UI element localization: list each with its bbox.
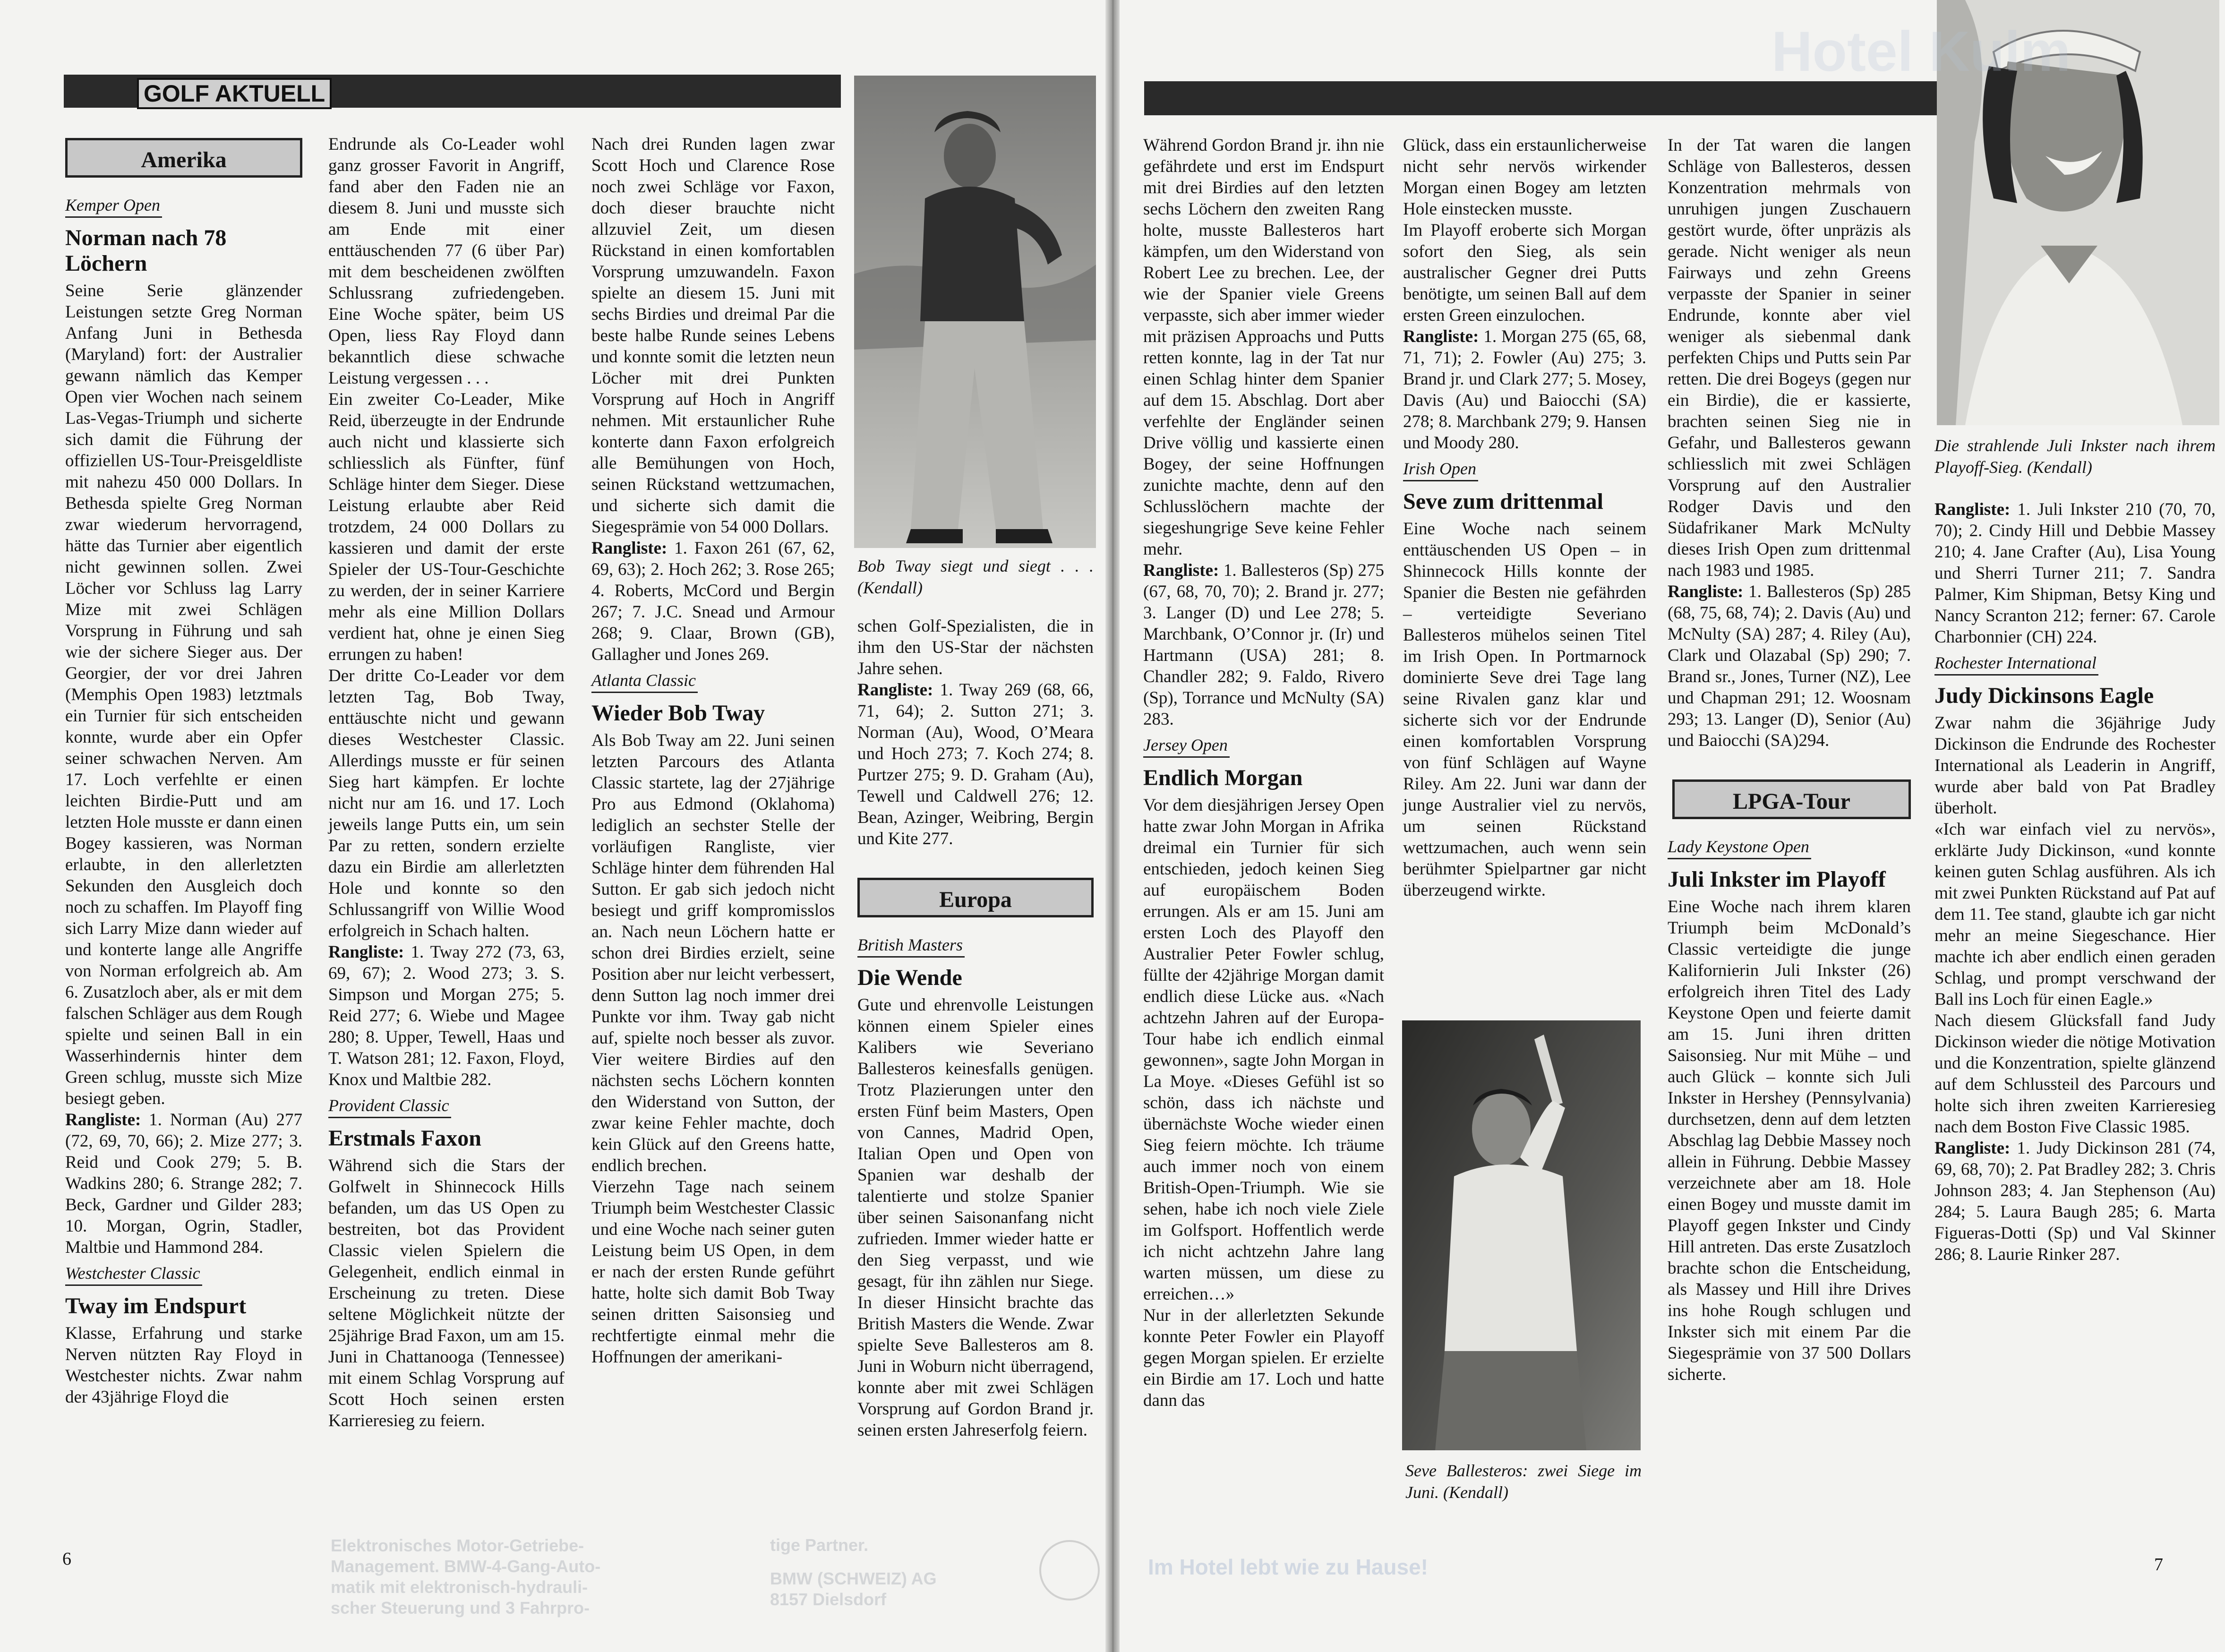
caption-spacer xyxy=(857,599,1094,616)
ranking-paragraph xyxy=(1403,326,1646,454)
ranking-text: 1. Faxon 261 (67, 62, 69, 63); 2. Hoch 262; 3. Rose 265; 4. Roberts, McCord und Bergin 267; 7. J.C. Snead und Armour 268; 9. Claar, Brown (GB), Gallagher und Jones 269. xyxy=(591,539,835,664)
photo-caption: Bob Tway siegt und siegt . . . (Kendall) xyxy=(857,556,1094,597)
section-spacer xyxy=(1668,751,1911,779)
article-body: Klasse, Erfahrung und starke Nerven nützten Ray Floyd in Westchester nichts. Zwar nahm der 43jährige Floyd die xyxy=(65,1324,302,1407)
article-body: Als Bob Tway am 22. Juni seinen letzten Parcours des Atlanta Classic startete, lag der 27jährige Pro aus Edmond (Oklahoma) lediglich an sechster Stelle der vorläufigen Rangliste, vier Schläge hinter dem führenden Hal Sutton. Er gab sich jedoch nicht besiegt und griff kompromisslos an. Nach neun Löchern hatte er schon drei Birdies erzielt, seine Position aber nur leicht verbessert, denn Sutton lag noch immer drei Punkte vor ihm. Tway gab nicht auf, spielte noch besser als zuvor. Vier weitere Birdies auf den nächsten sechs Löchern konnten den Widerstand von Sutton, der zwar keine Fehler machte, doch kein Glück auf den Greens hatte, endlich brechen. xyxy=(591,731,835,1175)
show-through-line: scher Steuerung und 3 Fahrpro- xyxy=(331,1598,590,1618)
left-column-2 xyxy=(328,134,565,1431)
article-body: Der dritte Co-Leader vor dem letzten Tag, Bob Tway, enttäuschte nicht und gewann dieses Westchester Classic. Allerdings musste er für seinen Sieg hart kämpfen. Er lochte nicht nur am 16. und 17. Loch jeweils lange Putts ein, um sein Par zu retten, sondern erzielte dazu ein Birdie am allerletzten Hole und konnte so den Schlussangriff von Willie Wood erfolgreich in Schach halten. xyxy=(328,666,565,941)
show-through-address xyxy=(770,1568,937,1610)
photo-caption: Die strahlende Juli Inkster nach ihrem Playoff-Sieg. (Kendall) xyxy=(1934,436,2216,477)
section-box-amerika: Amerika xyxy=(65,138,302,178)
ranking-label: Rangliste: xyxy=(1934,1138,2011,1158)
left-page xyxy=(0,0,1105,1652)
article-body: Im Playoff eroberte sich Morgan sofort den Sieg, als sein australischer Gegner drei Putts benötigte, um seinen Ball auf dem ersten Green einzulochen. xyxy=(1403,221,1646,325)
article-body: Glück, dass ein erstaunlicherweise nicht sehr nervös wirkender Morgan einen Bogey am letzten Hole einstecken musste. xyxy=(1403,136,1646,219)
event-label: Westchester Classic xyxy=(65,1263,202,1286)
ranking-text: 1. Tway 272 (73, 63, 69, 67); 2. Wood 273; 3. S. Simpson und Morgan 275; 5. Reid 277; 6. Wiebe und Magee 280; 8. Upper, Tewell, Haas und T. Watson 281; 12. Faxon, Floyd, Knox und Maltbie 282. xyxy=(328,942,565,1089)
section-box-lpga-tour: LPGA-Tour xyxy=(1672,779,1911,819)
ranking-label: Rangliste: xyxy=(1143,561,1219,580)
ranking-paragraph xyxy=(1668,581,1911,751)
ranking-label: Rangliste: xyxy=(1668,582,1744,601)
right-column-2 xyxy=(1403,135,1646,901)
ranking-text: 1. Tway 269 (68, 66, 71, 64); 2. Sutton 271; 3. Norman (Au), Wood, O’Meara und Hoch 273; 7. Koch 274; 8. Purtzer 275; 9. D. Graham (Au), Tewell und Caldwell 276; 12. Bean, Azinger, Weibring, Bergin und Kite 277. xyxy=(857,680,1094,848)
article-headline: Juli Inkster im Playoff xyxy=(1668,867,1886,892)
golfer-photo-icon xyxy=(1402,1020,1641,1450)
right-page xyxy=(1120,0,2225,1652)
article-headline: Endlich Morgan xyxy=(1143,765,1303,790)
show-through-ad-text xyxy=(331,1535,600,1618)
show-through-ad-text: Hotel Kulm xyxy=(1771,20,2071,83)
ranking-paragraph xyxy=(1934,499,2216,648)
article-body: Seine Serie glänzender Leistungen setzte Greg Norman Anfang Juni in Bethesda (Maryland) fort: der Australier gewann nämlich das Kemper Open vier Wochen nach seinem Las-Vegas-Triumph und sicherte sich damit die Führung der offiziellen US-Tour-Preisgeldliste mit nahezu 450 000 Dollars. In Bethesda spielte Greg Norman zwar wiederum hervorragend, hätte das Turnier aber eigentlich nicht gewinnen sollen. Zwei Löcher vor Schluss lag Larry Mize mit zwei Schlägen Vorsprung in Führung und sah wie der sichere Sieger aus. Der Georgier, der vor drei Jahren (Memphis Open 1983) letztmals ein Turnier für sich entscheiden konnte, wurde aber ein Opfer seiner schwachen Nerven. Am 17. Loch verfehlte er einen leichten Birdie-Putt und am letzten Hole musste er dann einen Bogey kassieren, was Norman erlaubte, in den allerletzten Sekunden den Ausgleich doch noch zu schaffen. Im Playoff fing sich Larry Mize dann wieder auf und konterte lange alle Angriffe von Norman erfolgreich ab. Am 6. Zusatzloch aber, als er mit dem falschen Schläger aus dem Rough spielte und seinen Ball in ein Wasserhindernis hinter dem Green schlug, musste sich Mize besiegt geben. xyxy=(65,281,302,1108)
section-spacer xyxy=(857,849,1094,878)
event-label: Lady Keystone Open xyxy=(1668,836,1811,859)
left-column-1 xyxy=(65,138,302,1408)
left-column-4 xyxy=(857,555,1094,1441)
article-body: Ein zweiter Co-Leader, Mike Reid, überzeugte in der Endrunde auch nicht und klassierte sich schliesslich als Fünfter, fünf Schläge hinter dem Sieger. Diese Leistung erlaubte aber Reid trotzdem, 24 000 Dollars zu kassieren und damit der erste Spieler der US-Tour-Geschichte zu werden, der in seiner Karriere mehr als eine Million Dollars verdient hat, ohne je einen Sieg errungen zu haben! xyxy=(328,390,565,664)
article-headline: Norman nach 78 Löchern xyxy=(65,225,227,276)
article-body: Vierzehn Tage nach seinem Triumph beim Westchester Classic und eine Woche nach seiner guten Leistung beim US Open, in dem er nach der ersten Runde geführt hatte, holte sich damit Bob Tway seinen dritten Saisonsieg und rechtfertigte einmal mehr die Hoffnungen der amerikani- xyxy=(591,1177,835,1367)
section-box-europa: Europa xyxy=(857,878,1094,917)
section-header-label: GOLF AKTUELL xyxy=(137,78,332,109)
article-body: «Ich war einfach viel zu nervös», erklärte Judy Dickinson, «und konnte keinen guten Schlag ausführen. Als ich mit zwei Punkten Rückstand auf Pat auf dem 11. Tee stand, glaubte ich gar nicht mehr an meine Siegeschance. Hier machte ich aber endlich einen geraden Schlag, und prompt verschwand der Ball ins Loch für einen Eagle.» xyxy=(1934,820,2216,1009)
ranking-text: 1. Juli Inkster 210 (70, 70, 70); 2. Cindy Hill und Debbie Massey 210; 4. Jane Crafter (Au), Lisa Young und Sherri Turner 211; 7. Sandra Palmer, Kim Shipman, Betsy King und Nancy Scranton 212; ferner: 67. Carole Charbonnier (CH) 224. xyxy=(1934,500,2216,647)
ranking-text: 1. Ballesteros (Sp) 285 (68, 75, 68, 74); 2. Davis (Au) und McNulty (SA) 287; 4. Riley (Au), Clark und Olazabal (Sp) 290; 7. Brand sr., Jones, Turner (NZ), Lee und Chapman 291; 12. Woosnam 293; 13. Langer (D), Senior (Au) und Baiocchi (SA)294. xyxy=(1668,582,1911,750)
show-through-line: Elektronisches Motor-Getriebe- xyxy=(331,1536,584,1555)
article-body: Eine Woche nach seinem enttäuschenden US Open – in Shinnecock Hills konnte der Spanier die Besten nie gefährden – verteidigte Severiano Ballesteros mühelos seinen Titel im Irish Open. In Portmarnock dominierte Seve drei Tage lang seine Rivalen ganz klar und sicherte sich vor der Endrunde einen komfortablen Vorsprung von fünf Schlägen auf Wayne Riley. Am 22. Juni war dann der junge Australier viel zu nervös, um seinen Rückstand wettzumachen, auch wenn sein berühmter Spielpartner gar nicht überzeugend wirkte. xyxy=(1403,519,1646,900)
event-label: British Masters xyxy=(857,934,965,958)
ranking-label: Rangliste: xyxy=(65,1110,141,1130)
header-bar xyxy=(1144,81,1938,115)
article-headline: Judy Dickinsons Eagle xyxy=(1934,683,2154,708)
article-headline: Tway im Endspurt xyxy=(65,1293,247,1318)
event-label: Jersey Open xyxy=(1143,735,1230,758)
article-body: Eine Woche nach ihrem klaren Triumph beim McDonald’s Classic verteidigte die junge Kalifornierin Juli Inkster (26) erfolgreich ihren Titel des Lady Keystone Open und feierte damit am 15. Juni ihren dritten Saisonsieg. Nur mit Mühe – und auch Glück – konnte sich Juli Inkster in Hershey (Pennsylvania) durchsetzen, denn auf dem letzten Abschlag lag Debbie Massey noch allein in Führung. Debbie Massey verzeichnete aber am 18. Hole einen Bogey und musste damit im Playoff gegen Inkster und Cindy Hill antreten. Das erste Zusatzloch brachte schon die Entscheidung, als Massey und Hill ihre Drives ins hohe Rough schlugen und Inkster sich mit einem Par die Siegesprämie von 37 500 Dollars sicherte. xyxy=(1668,897,1911,1384)
right-column-4 xyxy=(1934,435,2216,1265)
show-through-line: 8157 Dielsdorf xyxy=(770,1590,887,1609)
photo-seve-ballesteros xyxy=(1402,1020,1641,1450)
article-body: Nach drei Runden lagen zwar Scott Hoch und Clarence Rose noch zwei Schläge vor Faxon, doch dieser brauchte nicht allzuviel Zeit, um diesen Rückstand in einen komfortablen Vorsprung umzuwandeln. Faxon spielte an diesem 15. Juni mit sechs Birdies und dreimal Par die beste halbe Runde seines Lebens und konnte somit die letzten neun Löcher mit drei Punkten Vorsprung auf Hoch in Angriff nehmen. Mit erstaunlicher Ruhe konterte dann Faxon erfolgreich alle Bemühungen von Hoch, seinen Rückstand wettzumachen, und sicherte sich damit die Siegesprämie von 54 000 Dollars. xyxy=(591,135,835,537)
article-body: In der Tat waren die langen Schläge von Ballesteros, dessen Konzentration mehrmals von unruhigen jungen Zuschauern gestört wurde, öfter unpräzis als gerade. Nicht weniger als neun Fairways und zehn Greens verpasste der Spanier in seiner Endrunde, konnte aber viel weniger als siebenmal dank perfekten Chips und Putts sein Par retten. Die drei Bogeys (gegen nur ein Birdie), die er kassierte, brachten seinen Sieg nie in Gefahr, und Ballesteros gewann schliesslich mit zwei Schlägen Vorsprung auf den Australier Rodger Davis und den Südafrikaner Mark McNulty dieses Irish Open zum drittenmal nach 1983 und 1985. xyxy=(1668,136,1911,580)
event-label: Provident Classic xyxy=(328,1095,451,1118)
show-through-line: BMW (SCHWEIZ) AG xyxy=(770,1569,937,1588)
article-body: Gute und ehrenvolle Leistungen können einem Spieler eines Kalibers wie Severiano Ballesteros keinesfalls genügen. Trotz Plazierungen unter den ersten Fünf beim Masters, Open von Cannes, Madrid Open, Italian Open und Open von Spanien war deshalb der talentierte und stolze Spanier über seinen Saisonanfang nicht zufrieden. Immer wieder hatte er den Sieg verpasst, und wie gesagt, für ihn zählen nur Siege. In dieser Hinsicht brachte das British Masters die Wende. Zwar spielte Seve Ballesteros am 8. Juni in Woburn nicht überragend, konnte aber mit zwei Schlägen Vorsprung auf Gordon Brand jr. seinen ersten Jahreserfolg feiern. xyxy=(857,995,1094,1440)
photo-caption: Seve Ballesteros: zwei Siege im Juni. (Kendall) xyxy=(1405,1461,1642,1502)
show-through-logo-icon xyxy=(1039,1540,1100,1601)
ranking-text: 1. Norman (Au) 277 (72, 69, 70, 66); 2. Mize 277; 3. Reid und Cook 279; 5. B. Wadkins 280; 6. Strange 282; 7. Beck, Gardner und Gilder 283; 10. Morgan, Ogrin, Stadler, Maltbie und Hammond 284. xyxy=(65,1110,302,1257)
article-body: schen Golf-Spezialisten, die in ihm den US-Star der nächsten Jahre sehen. xyxy=(857,616,1094,678)
article-body: Während sich die Stars der Golfwelt in Shinnecock Hills befanden, um das US Open zu bestreiten, bot das Provident Classic vielen Spielern die Gelegenheit, endlich einmal in Erscheinung zu treten. Diese seltene Möglichkeit nützte der 25jährige Brad Faxon, um am 15. Juni in Chattanooga (Tennessee) mit einem Schlag Vorsprung auf Scott Hoch seinen ersten Karrieresieg zu feiern. xyxy=(328,1156,565,1430)
event-label: Irish Open xyxy=(1403,458,1478,481)
photo-bob-tway xyxy=(854,76,1096,548)
event-label: Rochester International xyxy=(1934,652,2098,676)
show-through-ad-text: Im Hotel lebt wie zu Hause! xyxy=(1148,1555,1428,1579)
ranking-paragraph xyxy=(1143,560,1384,730)
article-body: Während Gordon Brand jr. ihn nie gefährdete und erst im Endspurt mit drei Birdies auf den letzten sechs Löchern den zweiten Rang holte, musste Ballesteros hart kämpfen, um den Widerstand von Robert Lee zu brechen. Lee, der wie der Spanier viele Greens verpasste, sich aber immer wieder mit präzisen Approachs und Putts retten konnte, lag in der Tat nur einen Schlag hinter dem Spanier auf dem 15. Abschlag. Dort aber verfehlte der Engländer seinen Drive völlig und kassierte einen Bogey, der seine Hoffnungen zunichte machte, denn auf den Schlusslöchern machte der siegeshungrige Seve keine Fehler mehr. xyxy=(1143,136,1384,559)
ranking-label: Rangliste: xyxy=(1934,500,2011,519)
right-column-3 xyxy=(1668,135,1911,1385)
show-through-line: matik mit elektronisch-hydrauli- xyxy=(331,1577,588,1597)
show-through-line: Management. BMW-4-Gang-Auto- xyxy=(331,1557,601,1576)
article-headline: Erstmals Faxon xyxy=(328,1126,481,1151)
show-through-partner: tige Partner. xyxy=(770,1535,869,1555)
article-body: Vor dem diesjährigen Jersey Open hatte zwar John Morgan in Afrika dreimal ein Turnier für sich entschieden, jedoch keinen Sieg auf europäischem Boden errungen. Als er am 15. Juni am ersten Loch des Playoff den Australier Peter Fowler schlug, füllte der 42jährige Morgan damit endlich diese Lücke aus. «Nach achtzehn Jahren auf der Europa-Tour habe ich endlich einmal gewonnen», sagte John Morgan in La Moye. «Dieses Gefühl ist so schön, dass ich nächste und übernächste Woche wieder einen Sieg feiern möchte. Ich träume auch immer noch von einem British-Open-Triumph. Wie sie sehen, habe ich noch viele Ziele im Golfsport. Hoffentlich werde ich nicht achtzehn Jahre lang warten müssen, um diese zu erreichen…» xyxy=(1143,796,1384,1304)
ranking-text: 1. Judy Dickinson 281 (74, 69, 68, 70); 2. Pat Bradley 282; 3. Chris Johnson 283; 4. Jan Stephenson (Au) 284; 5. Laura Baugh 285; 6. Marta Figueras-Dotti (Sp) und Val Skinner 286; 8. Laurie Rinker 287. xyxy=(1934,1138,2216,1264)
ranking-label: Rangliste: xyxy=(328,942,404,962)
page-number: 7 xyxy=(2154,1555,2163,1575)
caption-spacer xyxy=(1934,478,2216,499)
article-body: Nach diesem Glücksfall fand Judy Dickinson wieder die nötige Motivation und die Konzentration, spielte glänzend auf dem Schlussteil des Parcours und holte sich ihren zweiten Karrieresieg nach dem Boston Five Classic 1985. xyxy=(1934,1011,2216,1137)
ranking-label: Rangliste: xyxy=(1403,327,1479,346)
ranking-paragraph xyxy=(65,1109,302,1258)
ranking-label: Rangliste: xyxy=(591,539,668,558)
event-label: Atlanta Classic xyxy=(591,670,698,693)
ranking-label: Rangliste: xyxy=(857,680,933,700)
ranking-text: 1. Morgan 275 (65, 68, 71, 71); 2. Fowler (Au) 275; 3. Brand jr. und Clark 277; 5. Mosey, Davis (Au) und Baiocchi (SA) 278; 8. Marchbank 279; 9. Hansen und Moody 280. xyxy=(1403,327,1646,453)
article-headline: Wieder Bob Tway xyxy=(591,701,765,726)
ranking-paragraph xyxy=(857,679,1094,849)
article-headline: Seve zum drittenmal xyxy=(1403,489,1603,514)
left-column-3 xyxy=(591,134,835,1368)
golfer-photo-icon xyxy=(854,76,1096,548)
event-label: Kemper Open xyxy=(65,195,162,218)
photo-caption-block xyxy=(1405,1460,1642,1503)
ranking-paragraph xyxy=(1934,1138,2216,1265)
ranking-paragraph xyxy=(328,942,565,1090)
article-body: Nur in der allerletzten Sekunde konnte Peter Fowler ein Playoff gegen Morgan spielen. Er erzielte ein Birdie am 17. Loch und hatte dann das xyxy=(1143,1306,1384,1410)
ranking-text: 1. Ballesteros (Sp) 275 (67, 68, 70, 70); 2. Brand jr. 277; 3. Langer (D) und Lee 278; 5. Marchbank, O’Connor jr. (Ir) und Hartmann (USA) 281; 8. Chandler 282; 9. Faldo, Rivero (Sp), Torrance und McNulty (SA) 283. xyxy=(1143,561,1384,729)
article-headline: Die Wende xyxy=(857,965,962,990)
article-body: Endrunde als Co-Leader wohl ganz grosser Favorit in Angriff, fand aber den Faden nie an diesem 8. Juni und musste sich am Ende mit einer enttäuschenden 77 (6 über Par) mit dem bescheidenen zwölften Schlussrang zufriedengeben. Eine Woche später, beim US Open, liess Ray Floyd dann bekanntlich diese schwache Leistung vergessen . . . xyxy=(328,135,565,388)
ranking-paragraph xyxy=(591,538,835,665)
right-column-1 xyxy=(1143,135,1384,1411)
page-number: 6 xyxy=(62,1549,71,1569)
article-body: Zwar nahm die 36jährige Judy Dickinson die Endrunde des Rochester International als Leaderin in Angriff, wurde aber bald von Pat Bradley überholt. xyxy=(1934,713,2216,818)
